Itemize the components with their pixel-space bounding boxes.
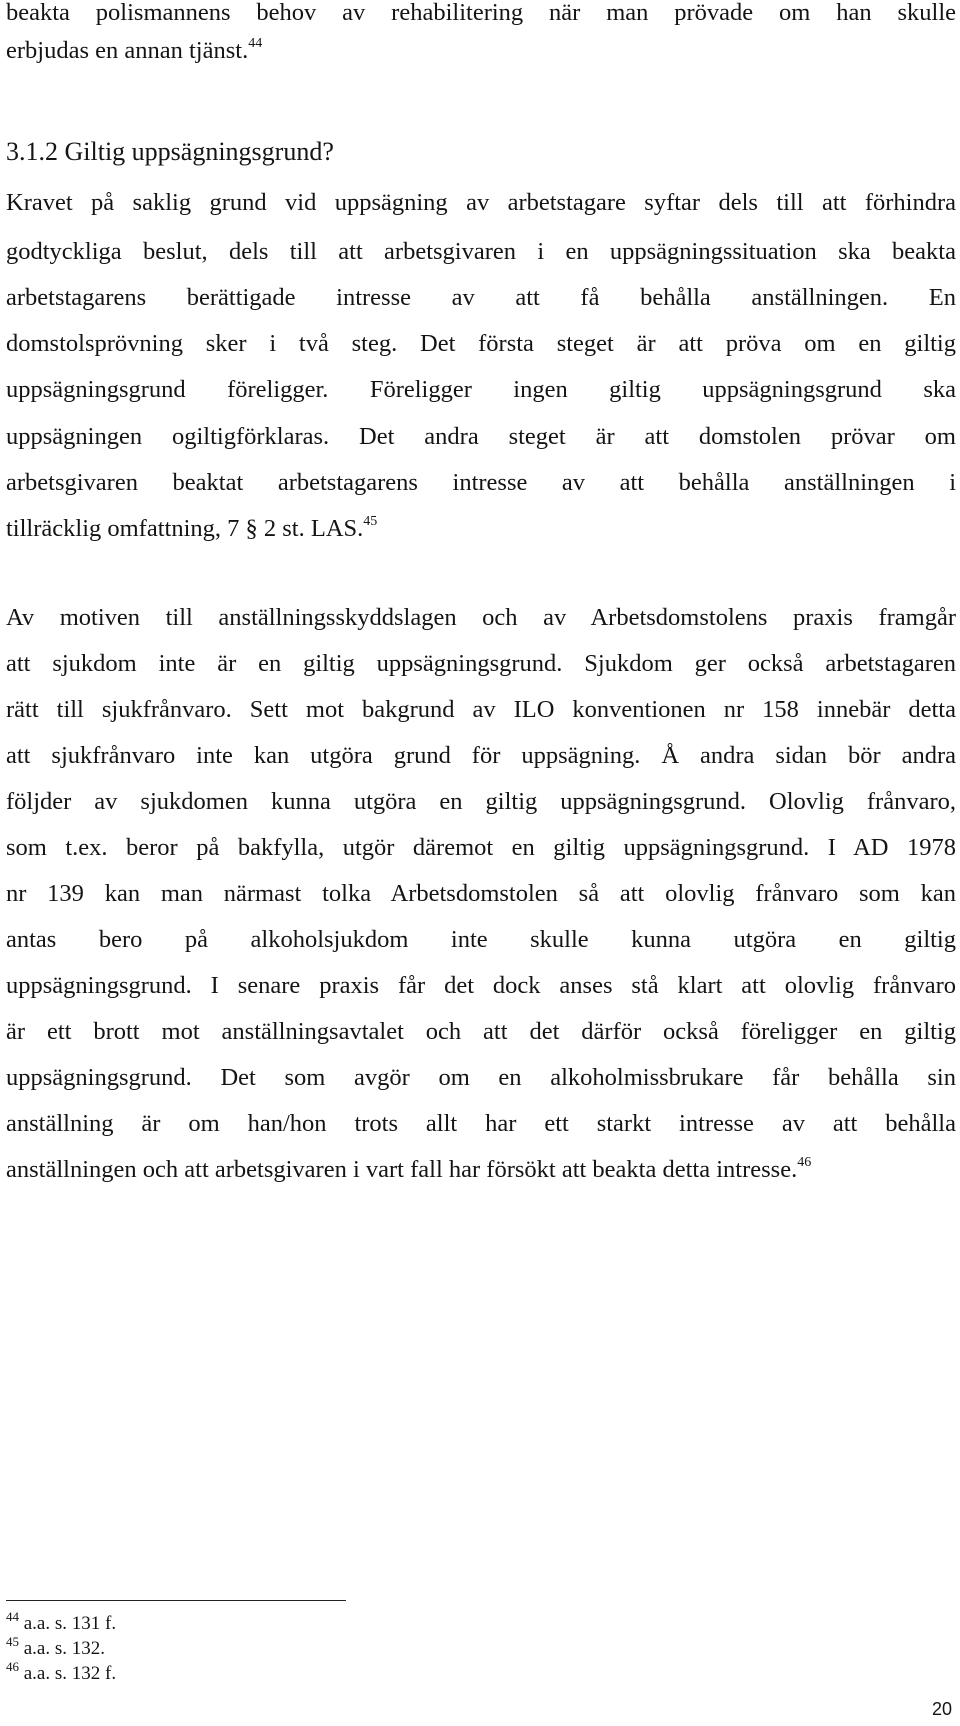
body-line: att sjukfrånvaro inte kan utgöra grund för uppsägning. Å andra sidan bör andra [6,742,956,769]
body-line: nr 139 kan man närmast tolka Arbetsdomstolen så att olovlig frånvaro som kan [6,880,956,907]
body-line: arbetsgivaren beaktat arbetstagarens intresse av att behålla anställningen i [6,469,956,496]
body-line: arbetstagarens berättigade intresse av att få behålla anställningen. En [6,284,956,311]
body-line [6,514,956,544]
body-line: antas bero på alkoholsjukdom inte skulle kunna utgöra en giltig [6,926,956,953]
body-line [6,36,956,66]
body-line: som t.ex. beror på bakfylla, utgör däremot en giltig uppsägningsgrund. I AD 1978 [6,834,956,861]
footnote [6,1659,117,1686]
body-line: godtyckliga beslut, dels till att arbetsgivaren i en uppsägningssituation ska beakta [6,238,956,265]
footnote-ref[interactable]: 45 [363,514,378,529]
section-heading: 3.1.2 Giltig uppsägningsgrund? [6,137,334,166]
body-line: följder av sjukdomen kunna utgöra en giltig uppsägningsgrund. Olovlig frånvaro, [6,788,956,815]
body-text: erbjudas en annan tjänst. [6,37,249,64]
body-text: tillräcklig omfattning, 7 § 2 st. LAS. [6,515,364,542]
page-number: 20 [931,1699,952,1719]
footnote [6,1609,117,1636]
body-line: är ett brott mot anställningsavtalet och att det därför också föreligger en giltig [6,1018,956,1045]
body-line: beakta polismannens behov av rehabilitering när man prövade om han skulle [6,0,956,26]
body-text: anställningen och att arbetsgivaren i vart fall har försökt att beakta detta intresse. [6,1156,798,1183]
footnote-text: a.a. s. 132 f. [23,1663,117,1684]
footnote-text: a.a. s. 132. [23,1638,106,1659]
body-line [6,1155,956,1185]
body-line: Kravet på saklig grund vid uppsägning av arbetstagare syftar dels till att förhindra [6,189,956,216]
body-line: att sjukdom inte är en giltig uppsägningsgrund. Sjukdom ger också arbetstagaren [6,650,956,677]
footnote-number: 44 [6,1609,19,1624]
body-line: anställning är om han/hon trots allt har ett starkt intresse av att behålla [6,1110,956,1137]
footnote-text: a.a. s. 131 f. [23,1613,117,1634]
body-line: uppsägningen ogiltigförklaras. Det andra steget är att domstolen prövar om [6,423,956,450]
body-line: rätt till sjukfrånvaro. Sett mot bakgrund av ILO konventionen nr 158 innebär detta [6,696,956,723]
body-line: uppsägningsgrund. Det som avgör om en alkoholmissbrukare får behålla sin [6,1064,956,1091]
body-line: domstolsprövning sker i två steg. Det första steget är att pröva om en giltig [6,330,956,357]
footnote-number: 45 [6,1634,19,1649]
footnote-ref[interactable]: 44 [248,36,263,51]
footnote [6,1634,106,1661]
footnote-divider [6,1600,346,1601]
body-line: uppsägningsgrund föreligger. Föreligger ingen giltig uppsägningsgrund ska [6,376,956,403]
body-line: uppsägningsgrund. I senare praxis får det dock anses stå klart att olovlig frånvaro [6,972,956,999]
footnote-number: 46 [6,1659,19,1674]
footnote-ref[interactable]: 46 [797,1155,812,1170]
body-line: Av motiven till anställningsskyddslagen och av Arbetsdomstolens praxis framgår [6,604,956,631]
